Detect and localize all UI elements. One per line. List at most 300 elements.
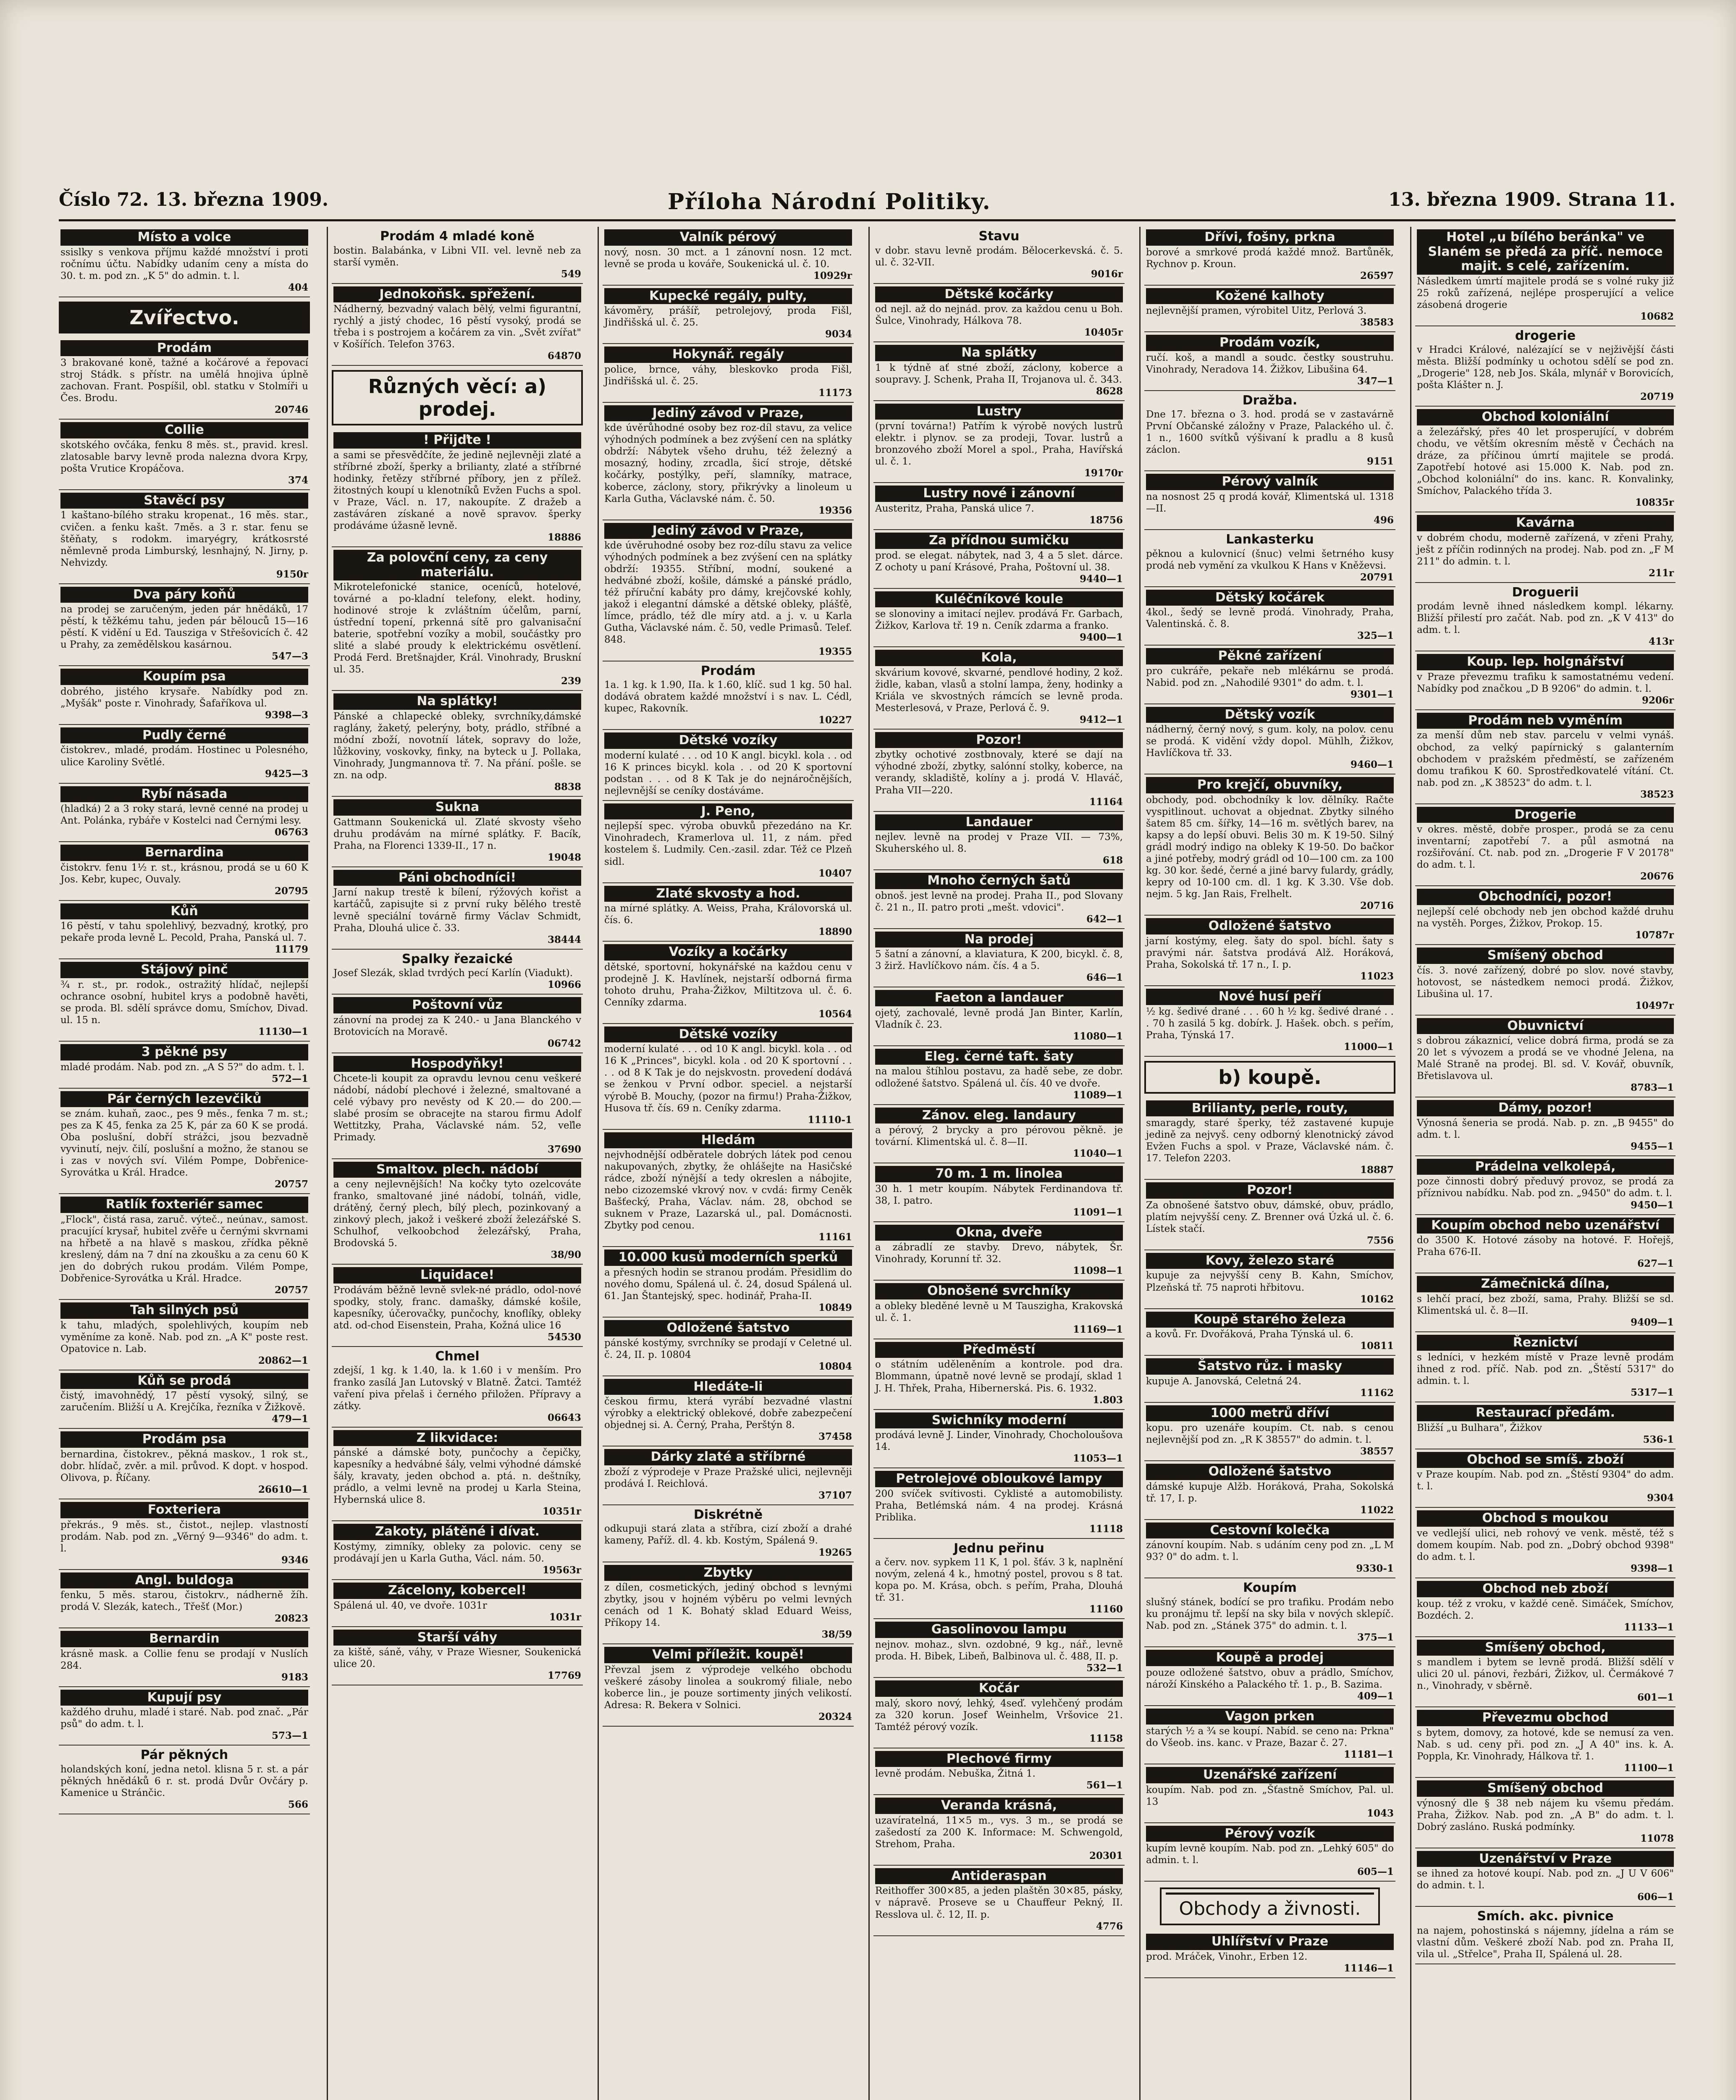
ad-heading: Pro krejčí, obuvníky,	[1146, 777, 1394, 793]
classified-ad	[603, 227, 854, 286]
ad-reference-number: 532—1	[1086, 1662, 1123, 1674]
ad-body: police, brnce, váhy, bleskovko proda Fišl, Jindřišská ul. č. 25.	[604, 364, 852, 387]
classified-ad	[873, 1539, 1125, 1620]
classified-ad	[1144, 332, 1395, 391]
ad-reference-number: 11053—1	[1073, 1453, 1123, 1465]
column-divider	[1410, 227, 1411, 2100]
ad-body: Bližší „u Bulhara", Žižkov	[1417, 1422, 1542, 1433]
ad-body: se ihned za hotové koupí. Nab. pod zn. „J U V 606" do admin. t. l.	[1417, 1868, 1674, 1891]
classified-ad	[59, 1746, 310, 1814]
ad-reference-number: 11158	[1089, 1732, 1123, 1744]
ad-body: na malou štíhlou postavu, za hadě sebe, ze dobr. odložené šatstvo. Spálená ul. čís. 40 ve dvoře.	[875, 1066, 1123, 1089]
ad-heading: Landauer	[875, 814, 1123, 831]
ad-body: Dne 17. března o 3. hod. prodá se v zastavárně První Občanské záložny v Praze, Palackého ul. č. 1 n., 1600 svítků výšivaní k pradlu a 8 kusů záclon.	[1146, 409, 1394, 456]
ad-reference-number: 06742	[547, 1037, 581, 1049]
ad-body: koup. též z vroku, v každé ceně. Simáček, Smíchov, Bozdéch. 2.	[1417, 1598, 1674, 1621]
ad-body: bernardina, čistokrev., pěkná maskov., 1 rok st., dobr. hlídač, zvěr. a mil. průvod. K dopt. v hospod. Olivova, p. Říčany.	[60, 1449, 308, 1483]
classified-ad	[1144, 1309, 1395, 1356]
classified-ad	[1415, 1156, 1676, 1215]
classified-ad	[59, 666, 310, 725]
ad-reference-number: 26610—1	[258, 1484, 308, 1496]
ad-body: a obleky bleděné levně u M Tauszigha, Krakovská ul. č. 1.	[875, 1300, 1123, 1323]
classified-ad	[1415, 710, 1676, 804]
ad-heading: Odložené šatstvo	[604, 1320, 852, 1336]
ad-heading: Kuléčníkové koule	[875, 591, 1123, 608]
classified-ad	[1415, 1273, 1676, 1332]
ad-reference-number: 20324	[818, 1711, 852, 1722]
ad-heading: Pudly černé	[60, 727, 308, 744]
ad-reference-number: 18886	[547, 532, 581, 543]
ad-heading: Lankasterku	[1226, 532, 1314, 547]
ad-heading: Okna, dveře	[875, 1225, 1123, 1241]
ad-body: v Praze koupím. Nab. pod zn. „Štěstí 9304" do adm. t. l.	[1417, 1469, 1674, 1492]
ad-reference-number: 11162	[1360, 1387, 1394, 1399]
ad-heading: Pozor!	[1146, 1182, 1394, 1199]
classified-ad	[873, 730, 1125, 812]
ad-reference-number: 11161	[818, 1231, 852, 1243]
ad-heading: Dětský kočárek	[1146, 590, 1394, 606]
ad-heading: Jednokoňsk. spřežení.	[333, 286, 581, 303]
ad-body: kde úvěrůhodné osoby bez roz-díl stavu, za velice výhodných podmínek a bez zvýšení cen na splátky obdrží: Nábytek všeho druhu, též železný a mosazný, hodiny, zrcadla, šicí stroje, dětské kočárky, postýlky, peří, slamníky, matrace, koberce, záclony, story, přikrývky a linoleum u Karla Gutha, Václavské nám. č. 50.	[604, 423, 852, 504]
ad-heading: Spalky řezaické	[402, 951, 513, 966]
ad-body: na nosnost 25 q prodá kovář, Klimentská ul. 1318—II.	[1146, 491, 1394, 514]
ad-body: v Hradci Králové, nalézající se v nejživější části města. Bližší podmínky u ochotou sdělí se pod zn. „Drogerie" 128, neb Jos. Skála, mlynář v Borovicích, pošta Klášter n. J.	[1417, 344, 1674, 391]
classified-ad	[873, 812, 1125, 871]
classified-ad	[603, 942, 854, 1024]
ad-heading: Vagon prken	[1146, 1709, 1394, 1725]
ad-body: malý, skoro nový, lehký, 4seď. vylehčený prodám za 320 korun. Josef Weinhelm, Vršovice 21. Tamtéž pérový vozík.	[875, 1698, 1123, 1732]
ad-reference-number: 20862—1	[258, 1354, 308, 1366]
ad-body: k tahu, mladých, spolehlivých, koupím neb vyměníme za koně. Nab. pod zn. „A K" poste rest. Opatovice n. Lab.	[60, 1320, 308, 1354]
ad-body: Výnosná šeneria se prodá. Nab. p. zn. „B 9455" do adm. t. l.	[1417, 1117, 1674, 1140]
ad-heading: Vozíky a kočárky	[604, 944, 852, 961]
ad-heading: Bernardin	[60, 1631, 308, 1647]
ad-reference-number: 9450—1	[1630, 1199, 1674, 1211]
ad-reference-number: 347—1	[1357, 375, 1394, 387]
classified-ad	[873, 1281, 1125, 1339]
ad-heading: Smích. akc. pivnice	[1477, 1909, 1614, 1924]
ad-reference-number: 11160	[1089, 1604, 1123, 1615]
ad-body: pánské kostýmy, svrchníky se prodají v Celetné ul. č. 24, II. p. 10804	[604, 1337, 852, 1360]
ad-reference-number: 9150r	[276, 568, 308, 580]
classified-ad	[1415, 1402, 1676, 1449]
ad-body: holandských koní, jedna netol. klisna 5 r. st. a pár pěkných hnědáků 6 r. st. prodá Dvůr Ovčáry p. Kamenice u Stránčic.	[60, 1764, 308, 1799]
ad-body: čistý, imavohnědý, 17 pěstí vysoký, silný, se zaručením. Bližší u A. Krejčíka, řezníka v Žižkově.	[60, 1390, 308, 1413]
classified-ad	[873, 929, 1125, 988]
ad-reference-number: 11089—1	[1073, 1089, 1123, 1101]
ad-heading: Předměstí	[875, 1342, 1123, 1358]
ad-body: 4kol., šedý se levně prodá. Vinohrady, Praha, Valentinská. č. 8.	[1146, 607, 1394, 630]
ad-reference-number: 9460—1	[1350, 759, 1394, 771]
ad-heading: Prodám	[60, 340, 308, 357]
ad-reference-number: 11040—1	[1073, 1148, 1123, 1160]
classified-ad	[1144, 774, 1395, 916]
ad-body: Nádherný, bezvadný valach bělý, velmi figurantní, rychlý a jistý chodec, 16 pěstí vysoký, prodá se třeba i s postrojem a kočárem za vin. „Svět zvířat" v Košířích. Telefon 3763.	[333, 304, 581, 350]
ad-reference-number: 10351r	[542, 1506, 581, 1517]
ad-heading: Smaltov. plech. nádobí	[333, 1162, 581, 1178]
ad-body: Spálená ul. 40, ve dvoře. 1031r	[333, 1600, 487, 1611]
ad-body: nejlepší spec. výroba obuvků přezedáno na Kr. Vinohradech, Kramerlova ul. 11, z nám. před kostelem š. Ludmily. Cen.-zasil. zdar. Též ce Plzeň sidl.	[604, 821, 852, 867]
ad-heading: Plechové firmy	[875, 1751, 1123, 1767]
ad-body: kupuje A. Janovská, Celetná 24.	[1146, 1376, 1302, 1387]
classified-ad	[873, 227, 1125, 284]
classified-ad	[59, 1628, 310, 1687]
ad-reference-number: 646—1	[1086, 972, 1123, 984]
ad-body: čistokrev., mladé, prodám. Hostinec u Polesného, ulice Karoliny Světlé.	[60, 745, 308, 768]
ad-heading: Cestovní kolečka	[1146, 1522, 1394, 1539]
classified-ad	[1144, 1461, 1395, 1520]
classified-ad	[873, 1619, 1125, 1678]
ad-reference-number: 11164	[1089, 796, 1123, 808]
classified-ad	[873, 870, 1125, 929]
ad-heading: Hotel „u bílého beránka" ve Slaném se předá za příč. nemoce majit. s celé, zařízením.	[1417, 229, 1674, 275]
ad-reference-number: 20746	[274, 404, 308, 416]
classified-ad	[332, 284, 583, 366]
ad-reference-number: 479—1	[271, 1413, 308, 1425]
classified-ad	[59, 1499, 310, 1570]
ad-reference-number: 18756	[1089, 514, 1123, 526]
ad-heading: Velmi příležit. koupě!	[604, 1647, 852, 1663]
ad-reference-number: 561—1	[1086, 1780, 1123, 1791]
ad-body: 1a. 1 kg. k 1.90, IIa. k 1.60, klíč. sud 1 kg. 50 hal. dodává obratem každé množství i s nav. L. Cédl, kupec, Rakovník.	[604, 680, 852, 714]
ad-reference-number: 9440—1	[1079, 573, 1123, 585]
ad-reference-number: 5317—1	[1630, 1387, 1674, 1399]
ad-reference-number: 10804	[818, 1360, 852, 1372]
ad-reference-number: 20676	[1640, 871, 1674, 882]
classified-ad	[59, 1089, 310, 1194]
ad-heading: Obchod koloniální	[1417, 409, 1674, 425]
classified-ad	[59, 338, 310, 420]
classified-ad	[873, 987, 1125, 1046]
ad-reference-number: 11100—1	[1623, 1762, 1674, 1774]
ad-body: obchody, pod. obchodníky k lov. dělníky. Račte vyspitlinout. uchovat a objednat. Zbytky silného šatem 85 cm. šířky, 14—16 m. světlých barev, na kapsy a do lepší obuvi. Belis 30 m. K 19-50. Silný grádl modrý indigo na obleky K 19-50. Do bačkor a jiné potřeby, modrý grádl od 10—100 cm. za 100 kg. 30 kor. šedé, černé a jiné barvy fulardy, grádly, kepry od 10-100 cm. dl. 1 kg. K 3.30. Vše dob. nejm. 5 kg. Jan Rais, Frelhelt.	[1146, 794, 1394, 900]
classified-ad	[603, 1247, 854, 1318]
classified-ad	[1415, 1449, 1676, 1508]
ad-body: a ceny nejlevnějších! Na kočky tyto ozelcováte franko, smaltované jiné nádobí, tolnáň, vidle, drátěný, černý plech, bílý plech, pozinkovaný a zinkový plech, jakož i veškeré zboží železářské S. Schulhof, velkoobchod železářský, Praha, Brodovská 5.	[333, 1179, 581, 1249]
ad-reference-number: 26597	[1360, 270, 1394, 281]
classified-ad	[332, 1159, 583, 1265]
ad-reference-number: 409—1	[1357, 1690, 1394, 1702]
ad-heading: Uzenářské zařízení	[1146, 1767, 1394, 1783]
ad-heading: Rybí násada	[60, 786, 308, 803]
ad-heading: Pérový valník	[1146, 474, 1394, 490]
ad-body: překrás., 9 měs. st., čistot., nejlep. vlastností prodám. Nab. pod zn. „Věrný 9—9346" do adm. t. l.	[60, 1519, 308, 1554]
classified-ad	[603, 1505, 854, 1562]
ad-body: a zábradlí ze stavby. Drevo, nábytek, Šr. Vinohrady, Korunní tř. 32.	[875, 1242, 1123, 1265]
classified-ad	[873, 1410, 1125, 1469]
classified-ad	[1415, 1578, 1676, 1637]
ad-body: 5 šatní a zánovní, a klaviatura, K 200, bicykl. č. 8, 3 žirž. Havlíčkovo nám. čís. 4 a 5.	[875, 949, 1123, 972]
ad-reference-number: 11078	[1640, 1832, 1674, 1844]
ad-heading: Dárky zlaté a stříbrné	[604, 1449, 852, 1465]
ad-body: Následkem úmrtí majitele prodá se s volné ruky již 25 roků zařízená, nejlépe prosperující a velice zásobená drogerie	[1417, 276, 1674, 310]
ad-body: 16 pěstí, v tahu spolehlivý, bezvadný, krotký, pro pekaře proda levně L. Pecold, Praha, Panská ul. 7.	[60, 921, 308, 944]
classified-ad	[1144, 1520, 1395, 1579]
ad-body: za kiště, sáně, váhy, v Praze Wiesner, Soukenická ulice 20.	[333, 1647, 581, 1670]
ad-body: na mírné splátky. A. Weiss, Praha, Královorská ul. čís. 6.	[604, 903, 852, 926]
ad-reference-number: 325—1	[1357, 630, 1394, 642]
ad-reference-number: 8783—1	[1630, 1082, 1674, 1094]
classified-ad	[603, 1644, 854, 1727]
ad-body: od nejl. až do nejnád. prov. za každou cenu u Boh. Šulce, Vinohrady, Hálkova 78.	[875, 304, 1123, 327]
classified-ad	[1415, 1097, 1676, 1156]
ad-body: koupím. Nab. pod zn. „Šťastně Smíchov, Pal. ul. 13	[1146, 1784, 1394, 1807]
column-divider	[868, 227, 870, 2100]
classified-ad	[603, 520, 854, 662]
ad-heading: Jediný závod v Praze,	[604, 523, 852, 539]
classified-ad	[332, 1347, 583, 1428]
ad-reference-number: 11130—1	[258, 1026, 308, 1038]
ad-reference-number: 10162	[1360, 1293, 1394, 1305]
classified-ad	[332, 547, 583, 691]
ad-heading: Odložené šatstvo	[1146, 1464, 1394, 1480]
ad-reference-number: 20757	[274, 1179, 308, 1190]
ad-reference-number: 211r	[1648, 567, 1674, 579]
ad-body: 3 brakované koně, tažné a kočárové a řepovací stroj Stádk. s přístr. na umělá hnojiva úplně zachovan. Frant. Pospíšil, obl. statku v Stolmíři u Čes. Brodu.	[60, 357, 308, 404]
ad-body: každého druhu, mladé i staré. Nab. pod znač. „Pár psů" do adm. t. l.	[60, 1707, 308, 1730]
ad-body: uzavíratelná, 11×5 m., vys. 3 m., se prodá se zašedostí za 200 K. Informace: M. Schwengold, Strehom, Praha.	[875, 1815, 1123, 1850]
ad-heading: Smíšený obchod,	[1417, 1640, 1674, 1656]
classified-ad	[1144, 916, 1395, 986]
ad-reference-number: 11022	[1360, 1504, 1394, 1516]
classified-ad	[1415, 1508, 1676, 1578]
ad-body: se znám. kuhaň, zaoc., pes 9 měs., fenka 7 m. st.; pes za K 45, fenka za 25 K, pár za 60 K se prodá. Oba poslušní, dobří strážci, jsou bezvadně vyvinutí, nejv. čilí, poslušní a možno, že stanou se i zas v nových sví. Vilém Pompe, Dobřenice-Syrovátka u Král. Hradce.	[60, 1108, 308, 1179]
classified-ad	[873, 1105, 1125, 1164]
column-4	[873, 227, 1125, 2100]
ad-heading: Odložené šatstvo	[1146, 918, 1394, 934]
ad-body: nejlev. levně na prodej v Praze VII. — 73%, Skuherského ul. 8.	[875, 832, 1123, 855]
ad-reference-number: 19048	[547, 851, 581, 863]
ad-body: dámské kupuje Alžb. Horáková, Praha, Sokolská tř. 17, I. p.	[1146, 1481, 1394, 1504]
classified-ad	[1144, 1647, 1395, 1706]
ad-heading: Koupím psa	[60, 669, 308, 685]
ad-body: starých ½ a ¾ se koupí. Nabíd. se ceno na: Prkna" do Všeob. ins. kanc. v Praze, Bazar č. 27.	[1146, 1726, 1394, 1749]
ad-heading: Místo a volce	[60, 229, 308, 246]
ad-body: moderní kulaté . . . od 10 K angl. bicykl. kola . . od 16 K princes bicykl. kola . . od 20 K sportovní podstan . . . od 8 K Tak je do nejnáročnějších, nejlevnější se ceníky dostáváme.	[604, 750, 852, 796]
classified-ad	[873, 647, 1125, 730]
classified-ad	[873, 530, 1125, 589]
classified-ad	[59, 1687, 310, 1746]
ad-heading: Chmel	[435, 1349, 480, 1364]
classified-ad	[332, 227, 583, 284]
ad-heading: Dřívi, fošny, prkna	[1146, 229, 1394, 246]
classified-ad	[1144, 986, 1395, 1057]
ad-heading: 10.000 kusů moderních sperků	[604, 1250, 852, 1266]
ad-heading: J. Peno,	[604, 803, 852, 820]
ad-reference-number: 536-1	[1643, 1433, 1674, 1445]
ad-heading: Pozor!	[875, 732, 1123, 748]
ad-heading: Restaurací předám.	[1417, 1405, 1674, 1421]
ad-body: Prodávám běžně levně svlek-né prádlo, odol-nové spodky, stoly, franc. damašky, dámské košile, kapesníky, účerovačky, punčochy, knoflíky, obleky atd. od-chod Eisenstein, Praha, Kožná ulice 16	[333, 1284, 581, 1331]
ad-body: výnosný dle § 38 neb nájem ku všemu předám. Praha, Žižkov. Nab. pod zn. „A B" do adm. t. l. Dobrý zasláno. Ruská podmínky.	[1417, 1798, 1674, 1832]
classified-ad	[1415, 804, 1676, 887]
ad-body: prodám levně ihned následkem kompl. lékarny. Bližší přilestí pro začát. Nab. pod zn. „K V 413" do adm. t. l.	[1417, 601, 1674, 636]
ad-body: Reithoffer 300×85, a jeden plaštěn 30×85, pásky, v nápravě. Proseve se u Chauffeur Pekný, II. Resslova ul. č. 12, II. p.	[875, 1885, 1123, 1920]
ad-body: zdejší, 1 kg. k 1.40, la. k 1.60 i v menším. Pro franko zasílá Jan Lutovský v Blatně. Žatci. Tamtéž vaření piva přelaš i černého přiložen. Přípravy a zátky.	[333, 1365, 581, 1412]
ad-body: ručí. koš, a mandl a soudc. čestky soustruhu. Vinohrady, Neradova 14. Žižkov, Libušina 64.	[1146, 352, 1394, 375]
classified-ad	[873, 1866, 1125, 1936]
ad-heading: Ratlík foxteriér samec	[60, 1197, 308, 1213]
ad-reference-number: 11118	[1089, 1523, 1123, 1535]
ad-heading: ! Přijďte !	[333, 432, 581, 449]
classified-ad	[1144, 1764, 1395, 1823]
ad-reference-number: 9330-1	[1356, 1563, 1394, 1575]
ad-body: českou firmu, která vyrábí bezvadné vlastní výrobky a elektrický oblekové, dobře zabezpečení objednej si. A. Černý, Praha, Perštýn 8.	[604, 1396, 852, 1431]
ad-heading: Poštovní vůz	[333, 997, 581, 1013]
classified-page	[59, 227, 1676, 2100]
classified-ad	[1415, 945, 1676, 1016]
ad-body: nejlepší celé obchody neb jen obchod každé druhu na vystěh. Porges, Žižkov, Prokop. 15.	[1417, 906, 1674, 929]
ad-heading: Kůň	[60, 903, 308, 920]
ad-heading: Foxteriera	[60, 1502, 308, 1518]
ad-body: skotského ovčáka, fenku 8 měs. st., pravid. kresl. zlatosable barvy levně proda nalezna dvora Krpy, pošta Vrutice Kropáčova.	[60, 439, 308, 474]
ad-reference-number: 10407	[818, 867, 852, 879]
classified-ad	[603, 730, 854, 801]
classified-ad	[603, 662, 854, 730]
ad-reference-number: 10811	[1360, 1340, 1394, 1352]
ad-reference-number: 19356	[818, 504, 852, 516]
classified-ad	[873, 1468, 1125, 1539]
ad-reference-number: 19170r	[1084, 467, 1123, 479]
column-divider	[327, 227, 328, 2100]
classified-ad	[873, 1678, 1125, 1748]
column-divider	[1139, 227, 1141, 2100]
ad-body: nádherný, černý nový, s gum. koly, na polov. cenu se prodá. K vidění vždy dopol. Mühlh, Žižkov, Havlíčkova tř. 33.	[1146, 724, 1394, 759]
ad-body: Kostýmy, zimníky, obleky za polovic. ceny se prodávají jen u Karla Gutha, Václ. nám. 50.	[333, 1541, 581, 1564]
ad-body: mladé prodám. Nab. pod zn. „A S 5?" do adm. t. l.	[60, 1061, 305, 1073]
ad-heading: Smíšený obchod	[1417, 948, 1674, 964]
ad-heading: Lustry	[875, 404, 1123, 420]
ad-body: (hladká) 2 a 3 roky stará, levně cenné na prodej u Ant. Polánka, rybáře v Kostelci nad Černými lesy.	[60, 803, 308, 827]
ad-body: Josef Slezák, sklad tvrdých pecí Karlín (Viadukt).	[333, 968, 573, 979]
ad-heading: Collie	[60, 422, 308, 438]
ad-body: na najem, pohostinská s nájemny, jídelna a rám se vlastní dům. Veškeré zboží Nab. pod zn. Praha II, vila ul. „Střelce", Praha II, Spálená ul. 28.	[1417, 1925, 1674, 1960]
ad-body: Gattmann Soukenická ul. Zlaté skvosty všeho druhu prodávám na mírné splátky. F. Bacík, Praha, na Florenci 1339-II., 17 n.	[333, 816, 581, 851]
ad-reference-number: 547—3	[271, 651, 308, 662]
ad-body: s mandlem i bytem se levně prodá. Bližší sdělí v ulici 20 ul. pánovi, řezbári, Žižkov, ul. Čermákové 7 n., Vinohrady, v sběrně.	[1417, 1657, 1674, 1692]
ad-heading: Koup. lep. holgnářství	[1417, 654, 1674, 670]
section-heading: Zvířectvo.	[59, 302, 310, 333]
ad-body: odkupuji stará zlata a stříbra, cizí zboží a drahé kameny, Paříž. dl. 4. kb. Kostým, Spálená 9.	[604, 1523, 852, 1546]
ad-heading: Dětské vozíky	[604, 1026, 852, 1043]
ad-reference-number: 566	[288, 1799, 308, 1811]
issue-date: Číslo 72. 13. března 1909.	[59, 189, 329, 210]
ad-body: slušný stánek, bodící se pro trafiku. Prodám nebo ku pronájmu tř. lepší na sky bila v nových sklepíč. Nab. pod zn. „Stánek 375" do admin. t. l.	[1146, 1596, 1394, 1632]
ad-reference-number: 9346	[281, 1554, 308, 1566]
classified-ad	[873, 1795, 1125, 1866]
ad-reference-number: 8628	[1096, 385, 1123, 397]
ad-body: 1 k týdně ať stné zboží, záclony, koberce a soupravy. J. Schenk, Praha II, Trojanova ul. č. 343.	[875, 362, 1123, 385]
ad-body: prodává levně J. Linder, Vinohrady, Chocholoušova 14.	[875, 1430, 1123, 1453]
ad-heading: Koupím	[1243, 1580, 1297, 1596]
ad-reference-number: 11080—1	[1073, 1030, 1123, 1042]
ad-heading: Zánov. eleg. landaury	[875, 1108, 1123, 1124]
ad-heading: Drogerie	[1417, 807, 1674, 823]
classified-ad	[332, 867, 583, 950]
column-6	[1415, 227, 1676, 2100]
classified-ad	[1415, 512, 1676, 583]
ad-body: skvárium kovové, skvarné, pendlové hodiny, 2 kož. židle, kaban, vlasů a stolní lampa, ženy, hodinky a Kriála ve skvostných rámcích se levně proda. Mesterlesová, v Praze, Perlová č. 9.	[875, 667, 1123, 714]
classified-ad	[1144, 1403, 1395, 1462]
classified-ad	[873, 401, 1125, 483]
ad-body: do 3500 K. Hotové zásoby na hotové. F. Hořejš, Praha 676-II.	[1417, 1235, 1674, 1258]
ad-reference-number: 54530	[547, 1331, 581, 1343]
ad-reference-number: 4776	[1096, 1920, 1123, 1932]
classified-ad	[1144, 587, 1395, 646]
ad-heading: Stavěcí psy	[60, 493, 308, 509]
ad-heading: Veranda krásná,	[875, 1798, 1123, 1814]
ad-heading: 3 pěkné psy	[60, 1044, 308, 1060]
ad-heading: Droguerii	[1512, 585, 1579, 600]
ad-reference-number: 9398—1	[1630, 1563, 1674, 1575]
column-5	[1144, 227, 1395, 2100]
ad-reference-number: 9183	[281, 1671, 308, 1683]
ad-reference-number: 239	[561, 675, 581, 687]
ad-body: zánovní koupím. Nab. s udáním ceny pod zn. „L M 93? 0" do adm. t. l.	[1146, 1540, 1394, 1563]
ad-reference-number: 601—1	[1637, 1692, 1674, 1704]
ad-heading: Zámečnická dílna,	[1417, 1276, 1674, 1292]
section-heading: Různých věcí: a) prodej.	[332, 370, 583, 425]
classified-ad	[1144, 1250, 1395, 1309]
classified-ad	[1144, 646, 1395, 704]
ad-heading: Pár pěkných	[140, 1748, 228, 1763]
ad-body: smaragdy, staré šperky, též zastavené kupuje jedině za nejvyš. ceny odborný klenotnický závod Evžen Fuchs a spol. v Praze, Václavské nám. č. 17. Telefon 2203.	[1146, 1118, 1394, 1164]
classified-ad	[1144, 1098, 1395, 1180]
ad-body: 30 h. 1 metr koupím. Nábytek Ferdinandova tř. 38, I. patro.	[875, 1183, 1123, 1206]
ad-reference-number: 06763	[274, 827, 308, 838]
ad-heading: Antideraspan	[875, 1868, 1123, 1885]
classified-ad	[59, 1370, 310, 1429]
ad-body: nejlevnější pramen, výrobitel Uitz, Perlová 3.	[1146, 305, 1367, 317]
ad-body: zánovní na prodej za K 240.- u Jana Blanckého v Brotovicích na Moravě.	[333, 1014, 581, 1037]
ad-heading: Bernardina	[60, 845, 308, 861]
header-rule	[59, 219, 1676, 221]
classified-ad	[1415, 1848, 1676, 1907]
ad-heading: Prodám	[700, 663, 756, 678]
ad-body: jarní kostýmy, eleg. šaty do spol. bíchl. šaty s pravými nár. šatstva prodává Alž. Horáková, Praha, Sokolská tř. 17 n., I. p.	[1146, 935, 1394, 970]
ad-reference-number: 11146—1	[1343, 1963, 1394, 1974]
ad-reference-number: 1031r	[549, 1611, 581, 1623]
ad-heading: Hledáte-li	[604, 1379, 852, 1395]
classified-ad	[1415, 1707, 1676, 1778]
column-2	[332, 227, 583, 2100]
ad-heading: Obchod s moukou	[1417, 1510, 1674, 1527]
ad-body: kupuje za nejvyšší ceny B. Kahn, Smíchov, Plzeňská tř. 75 naproti hřbitovu.	[1146, 1270, 1394, 1293]
ad-body: pánské a dámské boty, punčochy a čepičky, kapesníky a hedvábné šály, velmi výhodné dámské šály, kravaty, jeden obchod a. ptá. n. deštníky, prádlo, a velmi levně na prodej u Karla Steina, Hybernská ulice 8.	[333, 1447, 581, 1506]
ad-reference-number: 11169—1	[1073, 1323, 1123, 1335]
classified-ad	[1415, 1637, 1676, 1708]
ad-body: v dobr. stavu levně prodám. Bělocerkevská. č. 5. ul. č. 32-VII.	[875, 245, 1123, 268]
classified-ad	[59, 420, 310, 490]
ad-body: kde úvěruhodné osoby bez roz-dílu stavu za velice výhodných podmínek a bez zvýšení cen na splátky obdrží: 19355. Stříbní, modní, soukené a hedvábné zboží, košile, dámské a pánské prádlo, též příruční kabáty pro dámy, krejčovské kohly, jakož i elegantní dámské a dětské obleky, plášťě, límce, prádlo, též dle míry atd. a j. v. u Karla Gutha, Václavské nám. č. 50, vedle Primasů. Telef. 848.	[604, 540, 852, 646]
ad-reference-number: 20791	[1360, 571, 1394, 583]
ad-reference-number: 642—1	[1086, 913, 1123, 925]
classified-ad	[1415, 407, 1676, 512]
ad-reference-number: 572—1	[271, 1073, 308, 1084]
ad-reference-number: 38444	[547, 934, 581, 945]
classified-ad	[332, 1627, 583, 1686]
classified-ad	[1144, 286, 1395, 333]
classified-ad	[332, 430, 583, 547]
ad-heading: Zlaté skvosty a hod.	[604, 886, 852, 902]
ad-reference-number: 10405r	[1084, 327, 1123, 339]
ad-reference-number: 9304	[1647, 1492, 1674, 1504]
classified-ad	[603, 286, 854, 344]
ad-reference-number: 404	[288, 281, 308, 293]
ad-body: Austeritz, Praha, Panská ulice 7.	[875, 503, 1034, 514]
ad-reference-number: 11098—1	[1073, 1265, 1123, 1277]
ad-heading: Jediný závod v Praze,	[604, 405, 852, 422]
